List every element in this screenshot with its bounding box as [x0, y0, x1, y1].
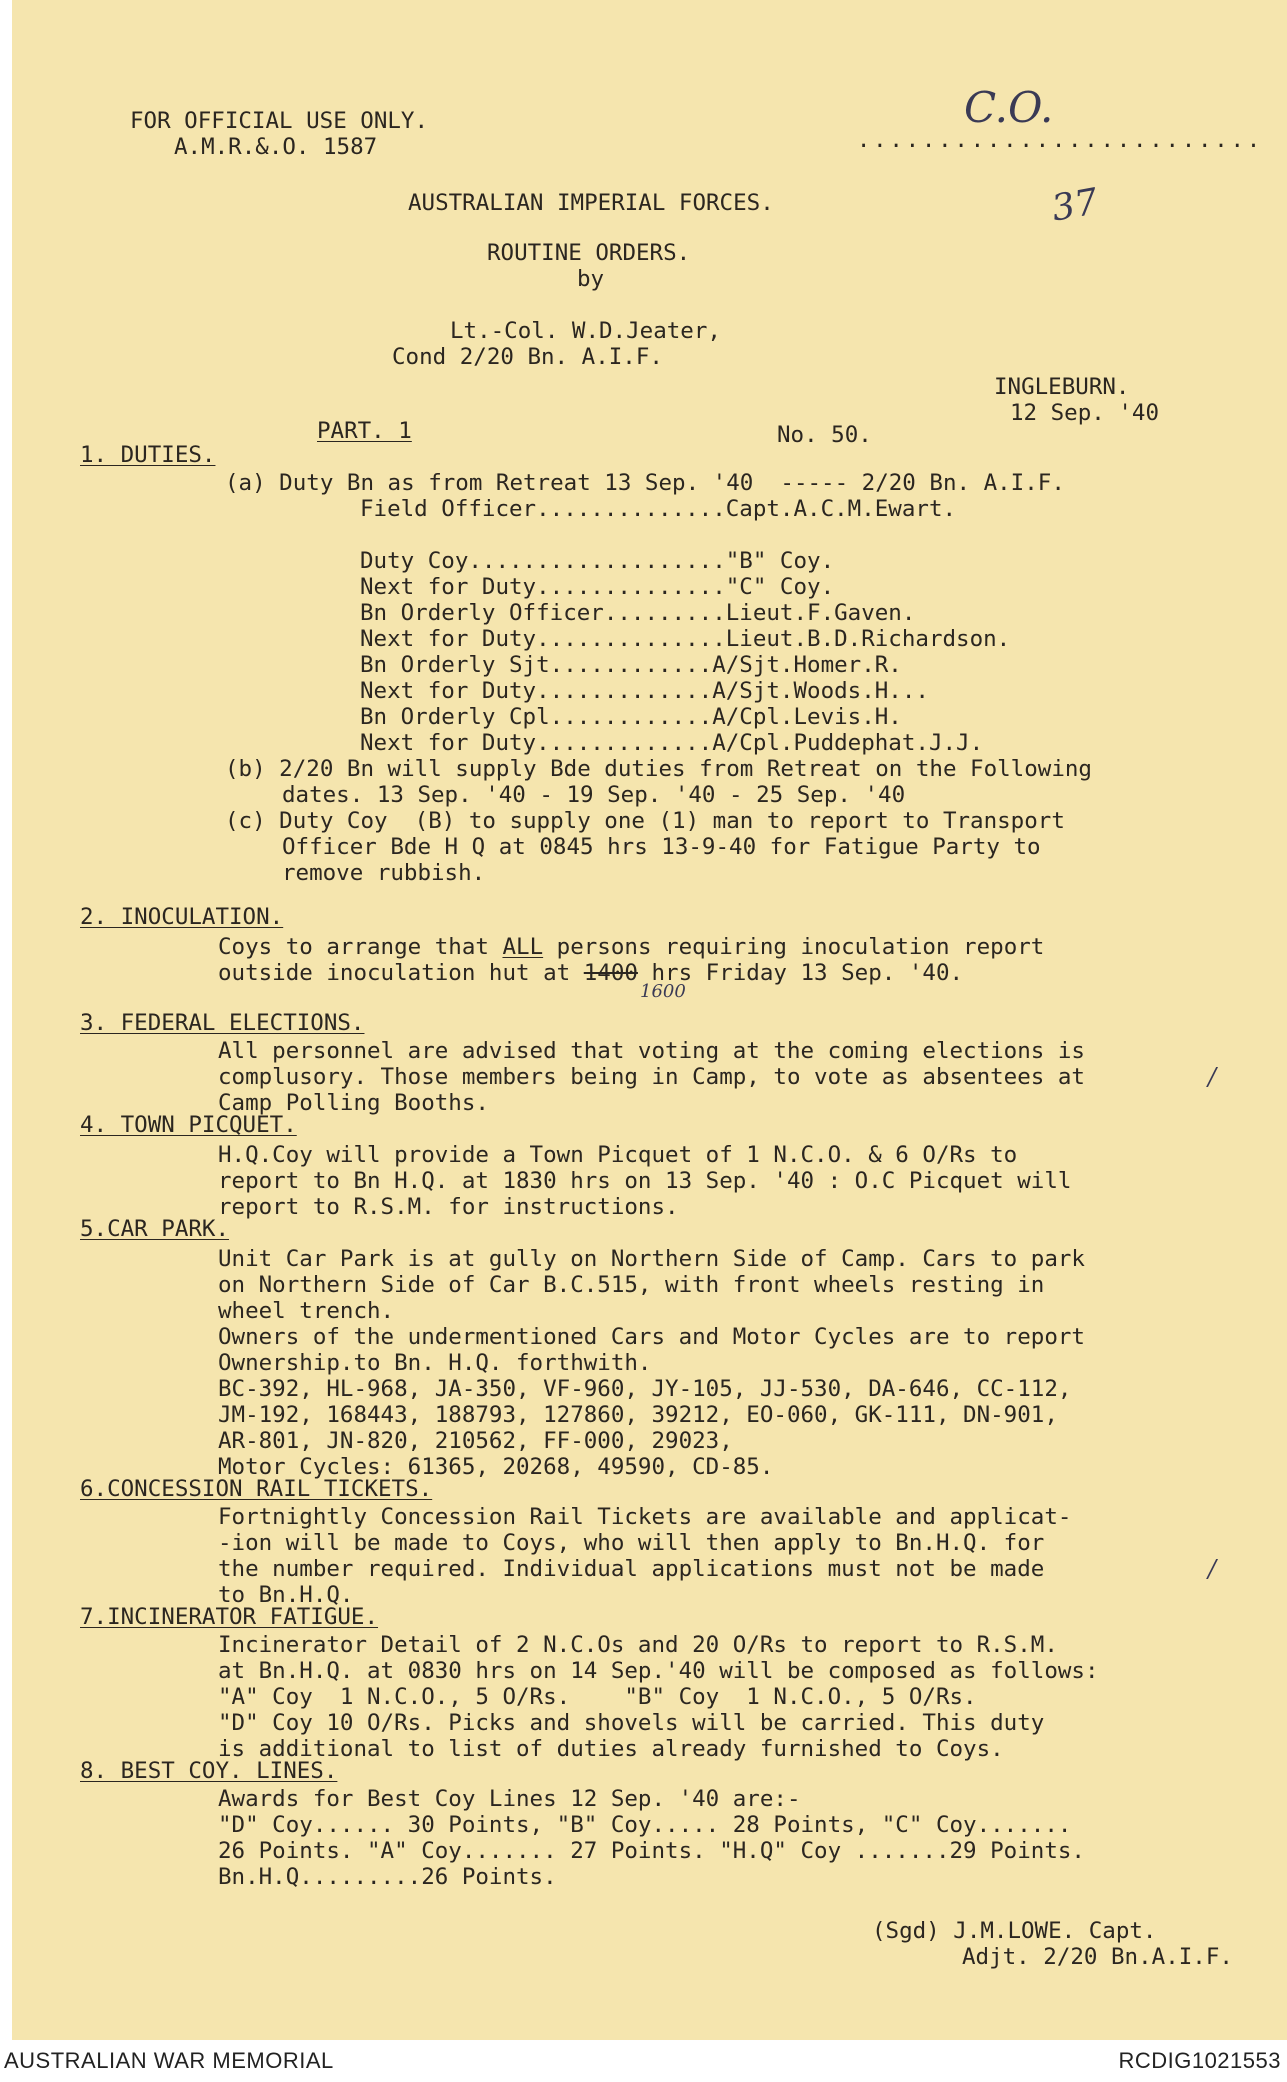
officer-command: Cond 2/20 Bn. A.I.F. — [392, 344, 663, 370]
incinerator-line: "A" Coy 1 N.C.O., 5 O/Rs. "B" Coy 1 N.C.O., 5 O/Rs. — [218, 1684, 977, 1710]
car-list-line: BC-392, HL-968, JA-350, VF-960, JY-105, JJ-530, DA-646, CC-112, — [218, 1376, 1072, 1402]
copy-mark-handwritten: C.O. — [964, 83, 1054, 132]
margin-tick-mark: / — [1208, 1555, 1217, 1583]
duty-roster-line: Next for Duty..............Lieut.B.D.Richardson. — [360, 626, 1011, 652]
car-list-line: JM-192, 168443, 188793, 127860, 39212, EO-060, GK-111, DN-901, — [218, 1402, 1058, 1428]
best-coy-line: "D" Coy...... 30 Points, "B" Coy..... 28 Points, "C" Coy....... — [218, 1812, 1072, 1838]
section-elections-heading: 3. FEDERAL ELECTIONS. — [80, 1010, 365, 1036]
rail-tickets-line: -ion will be made to Coys, who will then apply to Bn.H.Q. for — [218, 1530, 1045, 1556]
car-park-line: Ownership.to Bn. H.Q. forthwith. — [218, 1350, 652, 1376]
by-line: by — [577, 266, 605, 292]
elections-line: complusory. Those members being in Camp, to vote as absentees at — [218, 1064, 1085, 1090]
duties-line: Field Officer..............Capt.A.C.M.Ewart. — [360, 496, 957, 522]
signature-name: (Sgd) J.M.LOWE. Capt. — [872, 1918, 1157, 1944]
elections-line: Camp Polling Booths. — [218, 1090, 489, 1116]
best-coy-line: Bn.H.Q.........26 Points. — [218, 1864, 557, 1890]
duty-roster-line: Bn Orderly Officer.........Lieut.F.Gaven. — [360, 600, 916, 626]
rail-tickets-line: Fortnightly Concession Rail Tickets are available and applicat- — [218, 1504, 1072, 1530]
duty-roster-line: Next for Duty.............."C" Coy. — [360, 574, 835, 600]
document-page — [12, 0, 1287, 2040]
duties-line: (a) Duty Bn as from Retreat 13 Sep. '40 ----- 2/20 Bn. A.I.F. — [225, 470, 1065, 496]
part-heading: PART. 1 — [317, 418, 412, 444]
section-car-park-heading: 5.CAR PARK. — [80, 1216, 230, 1242]
section-duties-heading: 1. DUTIES. — [80, 442, 216, 468]
duties-line: remove rubbish. — [282, 860, 486, 886]
section-best-coy-heading: 8. BEST COY. LINES. — [80, 1758, 338, 1784]
order-number: No. 50. — [777, 422, 872, 448]
car-park-line: wheel trench. — [218, 1298, 395, 1324]
official-use-line: FOR OFFICIAL USE ONLY. — [130, 108, 429, 134]
incinerator-line: "D" Coy 10 O/Rs. Picks and shovels will be carried. This duty — [218, 1710, 1045, 1736]
best-coy-line: 26 Points. "A" Coy....... 27 Points. "H.Q" Coy .......29 Points. — [218, 1838, 1085, 1864]
duties-line: (b) 2/20 Bn will supply Bde duties from Retreat on the Following — [225, 756, 1092, 782]
archive-id: RCDIG1021553 — [1118, 2048, 1281, 2073]
duties-line: Officer Bde H Q at 0845 hrs 13-9-40 for Fatigue Party to — [282, 834, 1041, 860]
incinerator-line: is additional to list of duties already furnished to Coys. — [218, 1736, 1004, 1762]
duty-roster-line: Bn Orderly Sjt............A/Sjt.Homer.R. — [360, 652, 902, 678]
officer-name: Lt.-Col. W.D.Jeater, — [450, 318, 721, 344]
rail-tickets-line: the number required. Individual applications must not be made — [218, 1556, 1045, 1582]
reference-number: A.M.R.&.O. 1587 — [174, 134, 378, 160]
inoculation-line: Coys to arrange that ALL persons requiring inoculation report — [218, 934, 1045, 960]
section-inoculation-heading: 2. INOCULATION. — [80, 904, 284, 930]
force-heading: AUSTRALIAN IMPERIAL FORCES. — [408, 190, 774, 216]
car-park-line: on Northern Side of Car B.C.515, with front wheels resting in — [218, 1272, 1045, 1298]
car-list-line: AR-801, JN-820, 210562, FF-000, 29023, — [218, 1428, 733, 1454]
duty-roster-line: Next for Duty.............A/Cpl.Puddephat.J.J. — [360, 730, 984, 756]
best-coy-line: Awards for Best Coy Lines 12 Sep. '40 are:- — [218, 1786, 801, 1812]
order-date: 12 Sep. '40 — [1010, 400, 1160, 426]
duty-roster-line: Duty Coy..................."B" Coy. — [360, 548, 835, 574]
elections-line: All personnel are advised that voting at the coming elections is — [218, 1038, 1085, 1064]
archive-name: AUSTRALIAN WAR MEMORIAL — [4, 2048, 334, 2073]
car-list-line: Motor Cycles: 61365, 20268, 49590, CD-85. — [218, 1454, 774, 1480]
archive-footer — [0, 2040, 1287, 2082]
incinerator-line: at Bn.H.Q. at 0830 hrs on 14 Sep.'40 will be composed as follows: — [218, 1658, 1099, 1684]
dotted-line: ......................... — [857, 128, 1264, 153]
duties-line: (c) Duty Coy (B) to supply one (1) man to report to Transport — [225, 808, 1065, 834]
section-rail-tickets-heading: 6.CONCESSION RAIL TICKETS. — [80, 1476, 433, 1502]
page-number-handwritten: 37 — [1048, 181, 1101, 230]
picquet-line: report to R.S.M. for instructions. — [218, 1194, 679, 1220]
section-incinerator-heading: 7.INCINERATOR FATIGUE. — [80, 1604, 379, 1630]
duty-roster-line: Bn Orderly Cpl............A/Cpl.Levis.H. — [360, 704, 902, 730]
picquet-line: report to Bn H.Q. at 1830 hrs on 13 Sep. '40 : O.C Picquet will — [218, 1168, 1072, 1194]
incinerator-line: Incinerator Detail of 2 N.C.Os and 20 O/Rs to report to R.S.M. — [218, 1632, 1058, 1658]
section-picquet-heading: 4. TOWN PICQUET. — [80, 1112, 297, 1138]
signature-title: Adjt. 2/20 Bn.A.I.F. — [962, 1944, 1233, 1970]
duties-line: dates. 13 Sep. '40 - 19 Sep. '40 - 25 Sep. '40 — [282, 782, 906, 808]
picquet-line: H.Q.Coy will provide a Town Picquet of 1 N.C.O. & 6 O/Rs to — [218, 1142, 1018, 1168]
car-park-line: Owners of the undermentioned Cars and Motor Cycles are to report — [218, 1324, 1085, 1350]
duty-roster-line: Next for Duty.............A/Sjt.Woods.H... — [360, 678, 929, 704]
rail-tickets-line: to Bn.H.Q. — [218, 1582, 354, 1608]
orders-title: ROUTINE ORDERS. — [487, 240, 691, 266]
handwritten-correction: 1600 — [640, 981, 686, 1002]
place: INGLEBURN. — [994, 374, 1130, 400]
margin-tick-mark: / — [1208, 1063, 1217, 1091]
car-park-line: Unit Car Park is at gully on Northern Side of Camp. Cars to park — [218, 1246, 1085, 1272]
inoculation-line: outside inoculation hut at 1400 hrs Friday 13 Sep. '40. — [218, 960, 964, 986]
